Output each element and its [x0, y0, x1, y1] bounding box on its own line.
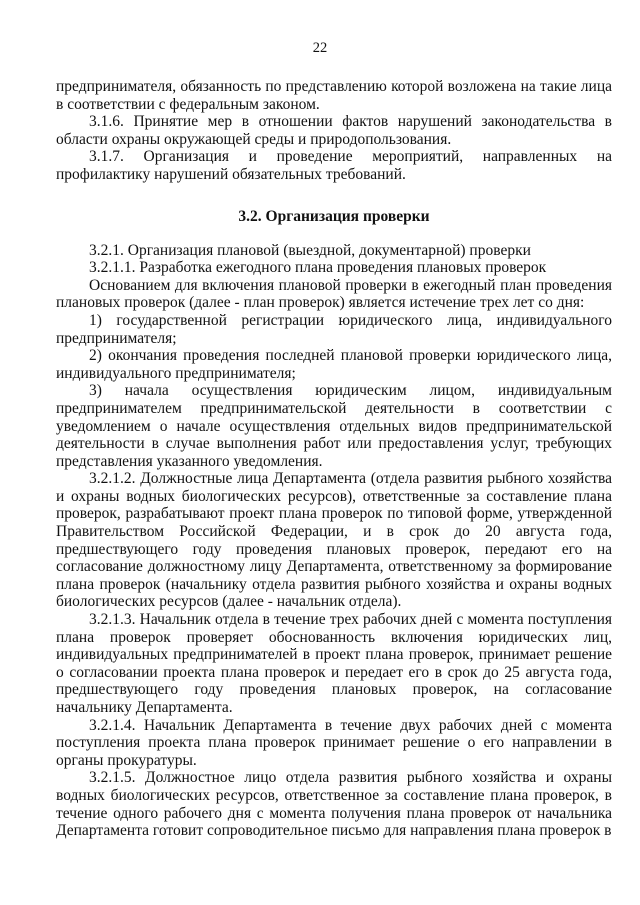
- paragraph: 3.2.1. Организация плановой (выездной, документарной) проверки: [89, 241, 531, 259]
- document-body: [56, 78, 612, 840]
- paragraph: 3.2.1.5. Должностное лицо отдела развития рыбного хозяйства и охраны водных биологических ресурсов, ответственное за составление плана проверок, в течение одного рабочего дня с момента получения плана проверок от начальника Департамента готовит сопроводительное письмо для направления плана проверок в: [56, 769, 612, 840]
- page-number: 22: [312, 40, 328, 56]
- list-item: 3) начала осуществления юридическим лицом, индивидуальным предпринимателем предпринимательской деятельности в соответствии с уведомлением о начале осуществления отдельных видов предпринимательской деятельности в случае выполнения работ или предоставления услуг, требующих представления указанного уведомления.: [56, 382, 612, 470]
- list-item: 2) окончания проведения последней плановой проверки юридического лица, индивидуального предпринимателя;: [56, 347, 612, 382]
- paragraph: 3.2.1.2. Должностные лица Департамента (отдела развития рыбного хозяйства и охраны водных биологических ресурсов), ответственные за составление плана проверок, разрабатывают проект плана проверок по типовой форме, утвержденной Правительством Российской Федерации, и в срок до 20 августа года, предшествующего году проведения плановых проверок, передают его на согласование должностному лицу Департамента, ответственному за формирование плана проверок (начальнику отдела развития рыбного хозяйства и охраны водных биологических ресурсов (далее - начальник отдела).: [56, 470, 612, 611]
- list-item: 1) государственной регистрации юридического лица, индивидуального предпринимателя;: [56, 311, 612, 347]
- paragraph: 3.2.1.1. Разработка ежегодного плана проведения плановых проверок: [89, 259, 547, 277]
- paragraph: 3.2.1.4. Начальник Департамента в течение двух рабочих дней с момента поступления проекта плана проверок принимает решение о его направлении в органы прокуратуры.: [56, 716, 612, 769]
- paragraph: 3.1.6. Принятие мер в отношении фактов нарушений законодательства в области охраны окружающей среды и природопользования.: [56, 113, 612, 148]
- paragraph: 3.1.7. Организация и проведение мероприятий, направленных на профилактику нарушений обязательных требований.: [56, 148, 612, 183]
- paragraph: 3.2.1.3. Начальник отдела в течение трех рабочих дней с момента поступления плана проверок проверяет обоснованность включения юридических лиц, индивидуальных предпринимателей в проект плана проверок, принимает решение о согласовании проекта плана проверок и передает его в срок до 25 августа года, предшествующего году проведения плановых проверок, на согласование начальнику Департамента.: [56, 611, 612, 716]
- paragraph: предпринимателя, обязанность по представлению которой возложена на такие лица в соответствии с федеральным законом.: [56, 78, 612, 113]
- section-heading: 3.2. Организация проверки: [238, 207, 430, 225]
- paragraph: Основанием для включения плановой проверки в ежегодный план проведения плановых проверок (далее - план проверок) является истечение трех лет со дня:: [56, 276, 612, 312]
